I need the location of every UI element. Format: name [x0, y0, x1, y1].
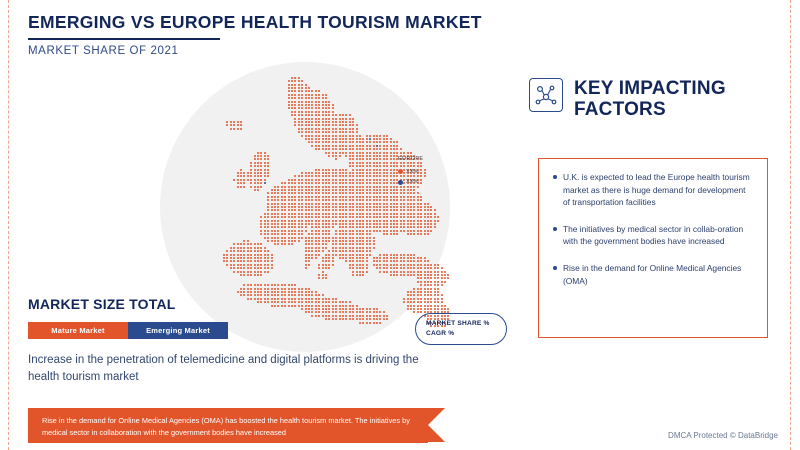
title-divider	[28, 38, 220, 40]
bottom-banner-text: Rise in the demand for Online Medical Agencies (OMA) has boosted the health tourism market. The initiatives by medical sector in collaboration with the government bodies have increased	[42, 416, 410, 437]
page-title: EMERGING VS EUROPE HEALTH TOURISM MARKET	[28, 12, 482, 32]
legend-swatch-blue	[398, 180, 403, 185]
legend-mature-market: Mature Market	[28, 322, 128, 339]
key-factor-text: Rise in the demand for Online Medical Agencies (OMA)	[563, 263, 742, 286]
key-factors-title-line-1: KEY IMPACTING	[574, 78, 726, 99]
legend-swatch-orange	[398, 169, 403, 174]
footer-credit: DMCA Protected © DataBridge	[668, 431, 778, 440]
list-item	[553, 262, 753, 287]
map-legend	[398, 154, 423, 188]
legend-emerging-market: Emerging Market	[128, 322, 228, 339]
list-item	[553, 223, 753, 248]
market-description: Increase in the penetration of telemedicine and digital platforms is driving the health tourism market	[28, 354, 419, 383]
key-factor-text: U.K. is expected to lead the Europe health tourism market as there is huge demand for development of transportation facilities	[563, 172, 750, 208]
map-legend-title: EUROPE	[398, 156, 424, 162]
callout-line-1: MARKET SHARE %	[426, 319, 490, 327]
legend-value-blue: XX%	[406, 179, 419, 186]
map-legend-item	[398, 177, 423, 188]
banner-notch	[428, 408, 445, 442]
bottom-banner	[28, 408, 428, 443]
market-share-callout	[415, 313, 507, 345]
left-frame-line	[8, 0, 10, 450]
list-item	[553, 171, 753, 209]
key-factor-text: The initiatives by medical sector in collab-oration with the government bodies have increased	[563, 223, 744, 247]
network-nodes-icon	[529, 78, 563, 112]
map-dot-canvas	[130, 62, 490, 352]
market-legend-bar	[28, 322, 228, 339]
page-subtitle: MARKET SHARE OF 2021	[28, 45, 179, 57]
right-frame-line	[790, 0, 792, 450]
key-factors-title	[574, 78, 726, 121]
legend-value-orange: XX%	[406, 168, 419, 175]
key-factors-box	[538, 158, 768, 338]
key-factors-title-line-2: FACTORS	[574, 99, 666, 121]
market-size-title: MARKET SIZE TOTAL	[28, 296, 176, 312]
map-legend-item	[398, 167, 423, 178]
bullet-icon	[553, 175, 557, 179]
bullet-icon	[553, 266, 557, 270]
europe-map	[130, 62, 490, 352]
callout-line-2: CAGR %	[426, 330, 455, 337]
bullet-icon	[553, 227, 557, 231]
